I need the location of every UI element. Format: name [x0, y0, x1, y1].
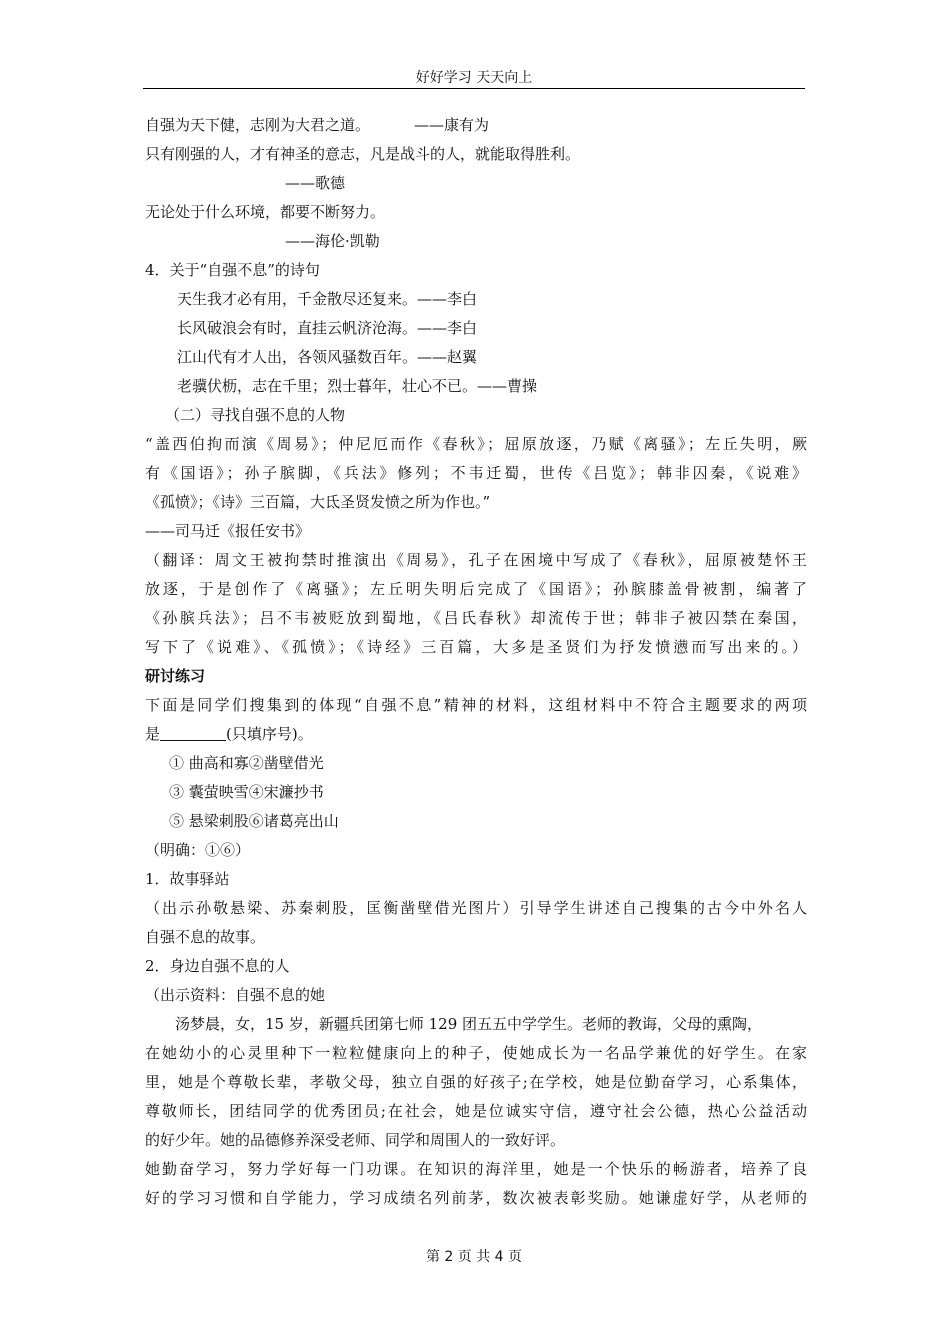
people-heading: （二）寻找自强不息的人物: [165, 406, 346, 424]
paragraph-line: 在她幼小的心灵里种下一粒粒健康向上的种子，使她成长为一名品学兼优的好学生。在家: [145, 1044, 807, 1062]
quote-line: [145, 111, 807, 140]
quote-text: 无论处于什么环境，都要不断努力。: [145, 203, 386, 221]
exercise-option: ① 曲高和寡②凿壁借光: [169, 754, 324, 772]
exercise-question-line2: 是 (只填序号)。: [145, 725, 313, 743]
classical-quote-line: 有《国语》；孙子膑脚，《兵法》修列；不韦迁蜀，世传《吕览》；韩非囚秦，《说难》: [145, 464, 807, 482]
paragraph-line: 汤梦晨，女，15 岁，新疆兵团第七师 129 团五五中学学生。老师的教诲，父母的熏陶，: [175, 1015, 763, 1033]
poem-line: 长风破浪会有时，直挂云帆济沧海。——李白: [177, 319, 478, 337]
document-body: [145, 111, 807, 1213]
paragraph-line: 好的学习习惯和自学能力，学习成绩名列前茅，数次被表彰奖励。她谦虚好学，从老师的: [145, 1189, 807, 1207]
paragraph-line: 的好少年。她的品德修养深受老师、同学和周围人的一致好评。: [145, 1131, 566, 1149]
poem-line: 江山代有才人出，各领风骚数百年。——赵翼: [177, 348, 478, 366]
classical-quote-source: ——司马迁《报任安书》: [145, 522, 311, 540]
quote-source: ——海伦·凯勒: [285, 232, 380, 250]
exercise-option: ⑤ 悬梁刺股⑥诸葛亮出山: [169, 812, 339, 830]
page-header-title: 好好学习 天天向上: [415, 70, 533, 86]
translation-line: 《孙膑兵法》；吕不韦被贬放到蜀地，《吕氏春秋》却流传于世；韩非子被囚禁在秦国，: [145, 609, 807, 627]
page-number: 第 2 页 共 4 页: [425, 1249, 523, 1265]
story-line: （出示孙敬悬梁、苏秦刺股，匡衡凿壁借光图片）引导学生讲述自己搜集的古今中外名人: [145, 899, 807, 917]
classical-quote-line: “盖西伯拘而演《周易》；仲尼厄而作《春秋》；屈原放逐，乃赋《离骚》；左丘失明，厥: [145, 435, 807, 453]
header-divider: [143, 88, 805, 89]
paragraph-line: 里，她是个尊敬长辈，孝敬父母，独立自强的好孩子;在学校，她是位勤奋学习，心系集体，: [145, 1073, 807, 1091]
exercise-question: 下面是同学们搜集到的体现“自强不息”精神的材料，这组材料中不符合主题要求的两项: [145, 696, 807, 714]
quote-source: ——歌德: [285, 174, 346, 192]
poems-heading: 4．关于“自强不息”的诗句: [145, 261, 320, 279]
translation-line: 写下了《说难》、《孤愤》；《诗经》三百篇，大多是圣贤们为抒发愤懑而写出来的。）: [145, 638, 807, 656]
around-heading: 2．身边自强不息的人: [145, 957, 290, 975]
story-line: 自强不息的故事。: [145, 928, 266, 946]
classical-quote-line: 《孤愤》；《诗》三百篇，大氐圣贤发愤之所为作也。”: [145, 493, 491, 511]
translation-line: （翻译：周文王被拘禁时推演出《周易》，孔子在困境中写成了《春秋》，屈原被楚怀王: [145, 551, 807, 569]
exercise-heading: 研讨练习: [145, 667, 206, 685]
quote-text: 只有刚强的人，才有神圣的意志，凡是战斗的人，就能取得胜利。: [145, 145, 581, 163]
quote-text: 自强为天下健，志刚为大君之道。: [145, 116, 371, 134]
paragraph-line: 她勤奋学习，努力学好每一门功课。在知识的海洋里，她是一个快乐的畅游者，培养了良: [145, 1160, 807, 1178]
translation-line: 放逐，于是创作了《离骚》；左丘明失明后完成了《国语》；孙膑膝盖骨被割，编著了: [145, 580, 807, 598]
exercise-option: ③ 囊萤映雪④宋濂抄书: [169, 783, 324, 801]
exercise-answer: （明确：①⑥）: [145, 841, 251, 859]
poem-line: 天生我才必有用，千金散尽还复来。——李白: [177, 290, 478, 308]
poem-line: 老骥伏枥，志在千里；烈士暮年，壮心不已。——曹操: [177, 377, 538, 395]
quote-source: ——康有为: [414, 116, 490, 134]
material-intro: （出示资料：自强不息的她: [145, 986, 326, 1004]
answer-blank: [160, 724, 226, 741]
story-heading: 1．故事驿站: [145, 870, 230, 888]
paragraph-line: 尊敬师长，团结同学的优秀团员;在社会，她是位诚实守信，遵守社会公德，热心公益活动: [145, 1102, 807, 1120]
